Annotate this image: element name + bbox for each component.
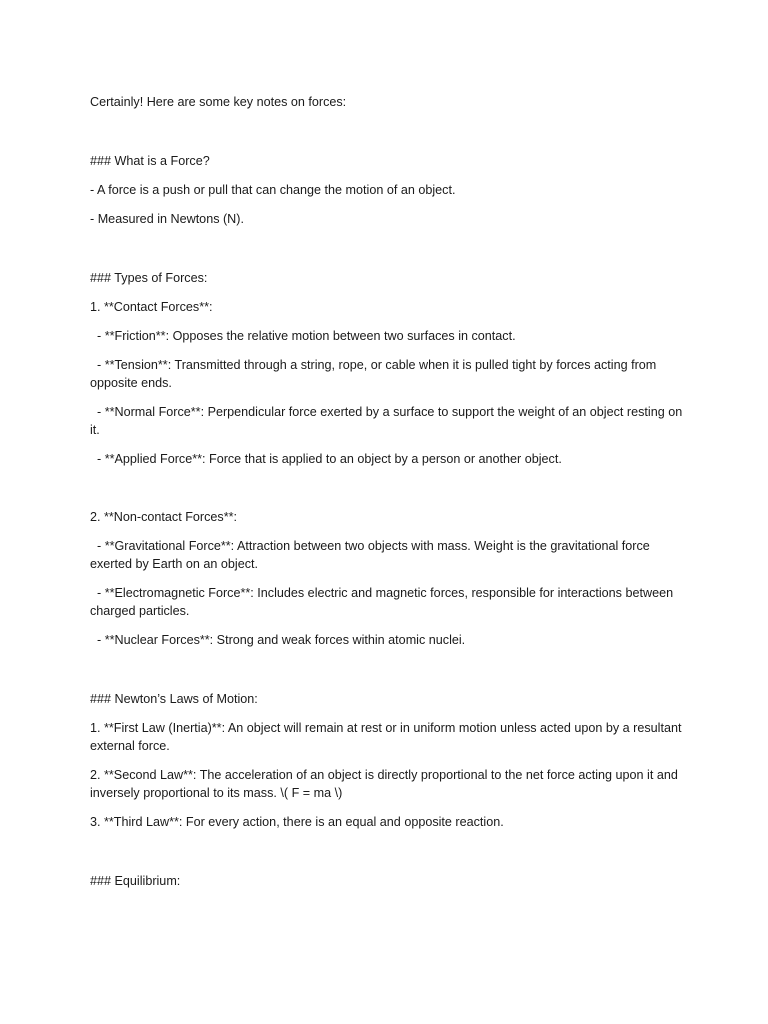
heading-types-of-forces: ### Types of Forces: (90, 271, 208, 285)
nuclear-forces-item: - **Nuclear Forces**: Strong and weak forces within atomic nuclei. (90, 633, 466, 647)
spacer (90, 660, 690, 690)
spacer (90, 239, 690, 269)
intro-text: Certainly! Here are some key notes on forces: (90, 95, 347, 109)
spacer (90, 842, 690, 872)
heading-equilibrium: ### Equilibrium: (90, 874, 181, 888)
third-law-item: 3. **Third Law**: For every action, there is an equal and opposite reaction. (90, 815, 504, 829)
friction-item: - **Friction**: Opposes the relative motion between two surfaces in contact. (90, 329, 516, 343)
gravitational-force-item: - **Gravitational Force**: Attraction between two objects with mass. Weight is the gravitational force exerted by Earth on an object. (90, 539, 654, 571)
heading-what-is-force: ### What is a Force? (90, 154, 210, 168)
force-definition-line: - A force is a push or pull that can change the motion of an object. (90, 183, 456, 197)
tension-item: - **Tension**: Transmitted through a string, rope, or cable when it is pulled tight by forces acting from opposite ends. (90, 358, 660, 390)
spacer (90, 479, 690, 508)
spacer (90, 122, 690, 152)
second-law-item: 2. **Second Law**: The acceleration of an object is directly proportional to the net force acting upon it and inversely proportional to its mass. \( F = ma \) (90, 768, 682, 800)
noncontact-forces-title: 2. **Non-contact Forces**: (90, 510, 237, 524)
heading-newtons-laws: ### Newton’s Laws of Motion: (90, 692, 258, 706)
applied-force-item: - **Applied Force**: Force that is applied to an object by a person or another object. (90, 452, 562, 466)
first-law-item: 1. **First Law (Inertia)**: An object will remain at rest or in uniform motion unless acted upon by a resultant external force. (90, 721, 685, 753)
electromagnetic-force-item: - **Electromagnetic Force**: Includes electric and magnetic forces, responsible for interactions between charged particles. (90, 586, 677, 618)
force-units-line: - Measured in Newtons (N). (90, 212, 244, 226)
document-page (90, 93, 690, 901)
normal-force-item: - **Normal Force**: Perpendicular force exerted by a surface to support the weight of an object resting on it. (90, 405, 686, 437)
contact-forces-title: 1. **Contact Forces**: (90, 300, 213, 314)
